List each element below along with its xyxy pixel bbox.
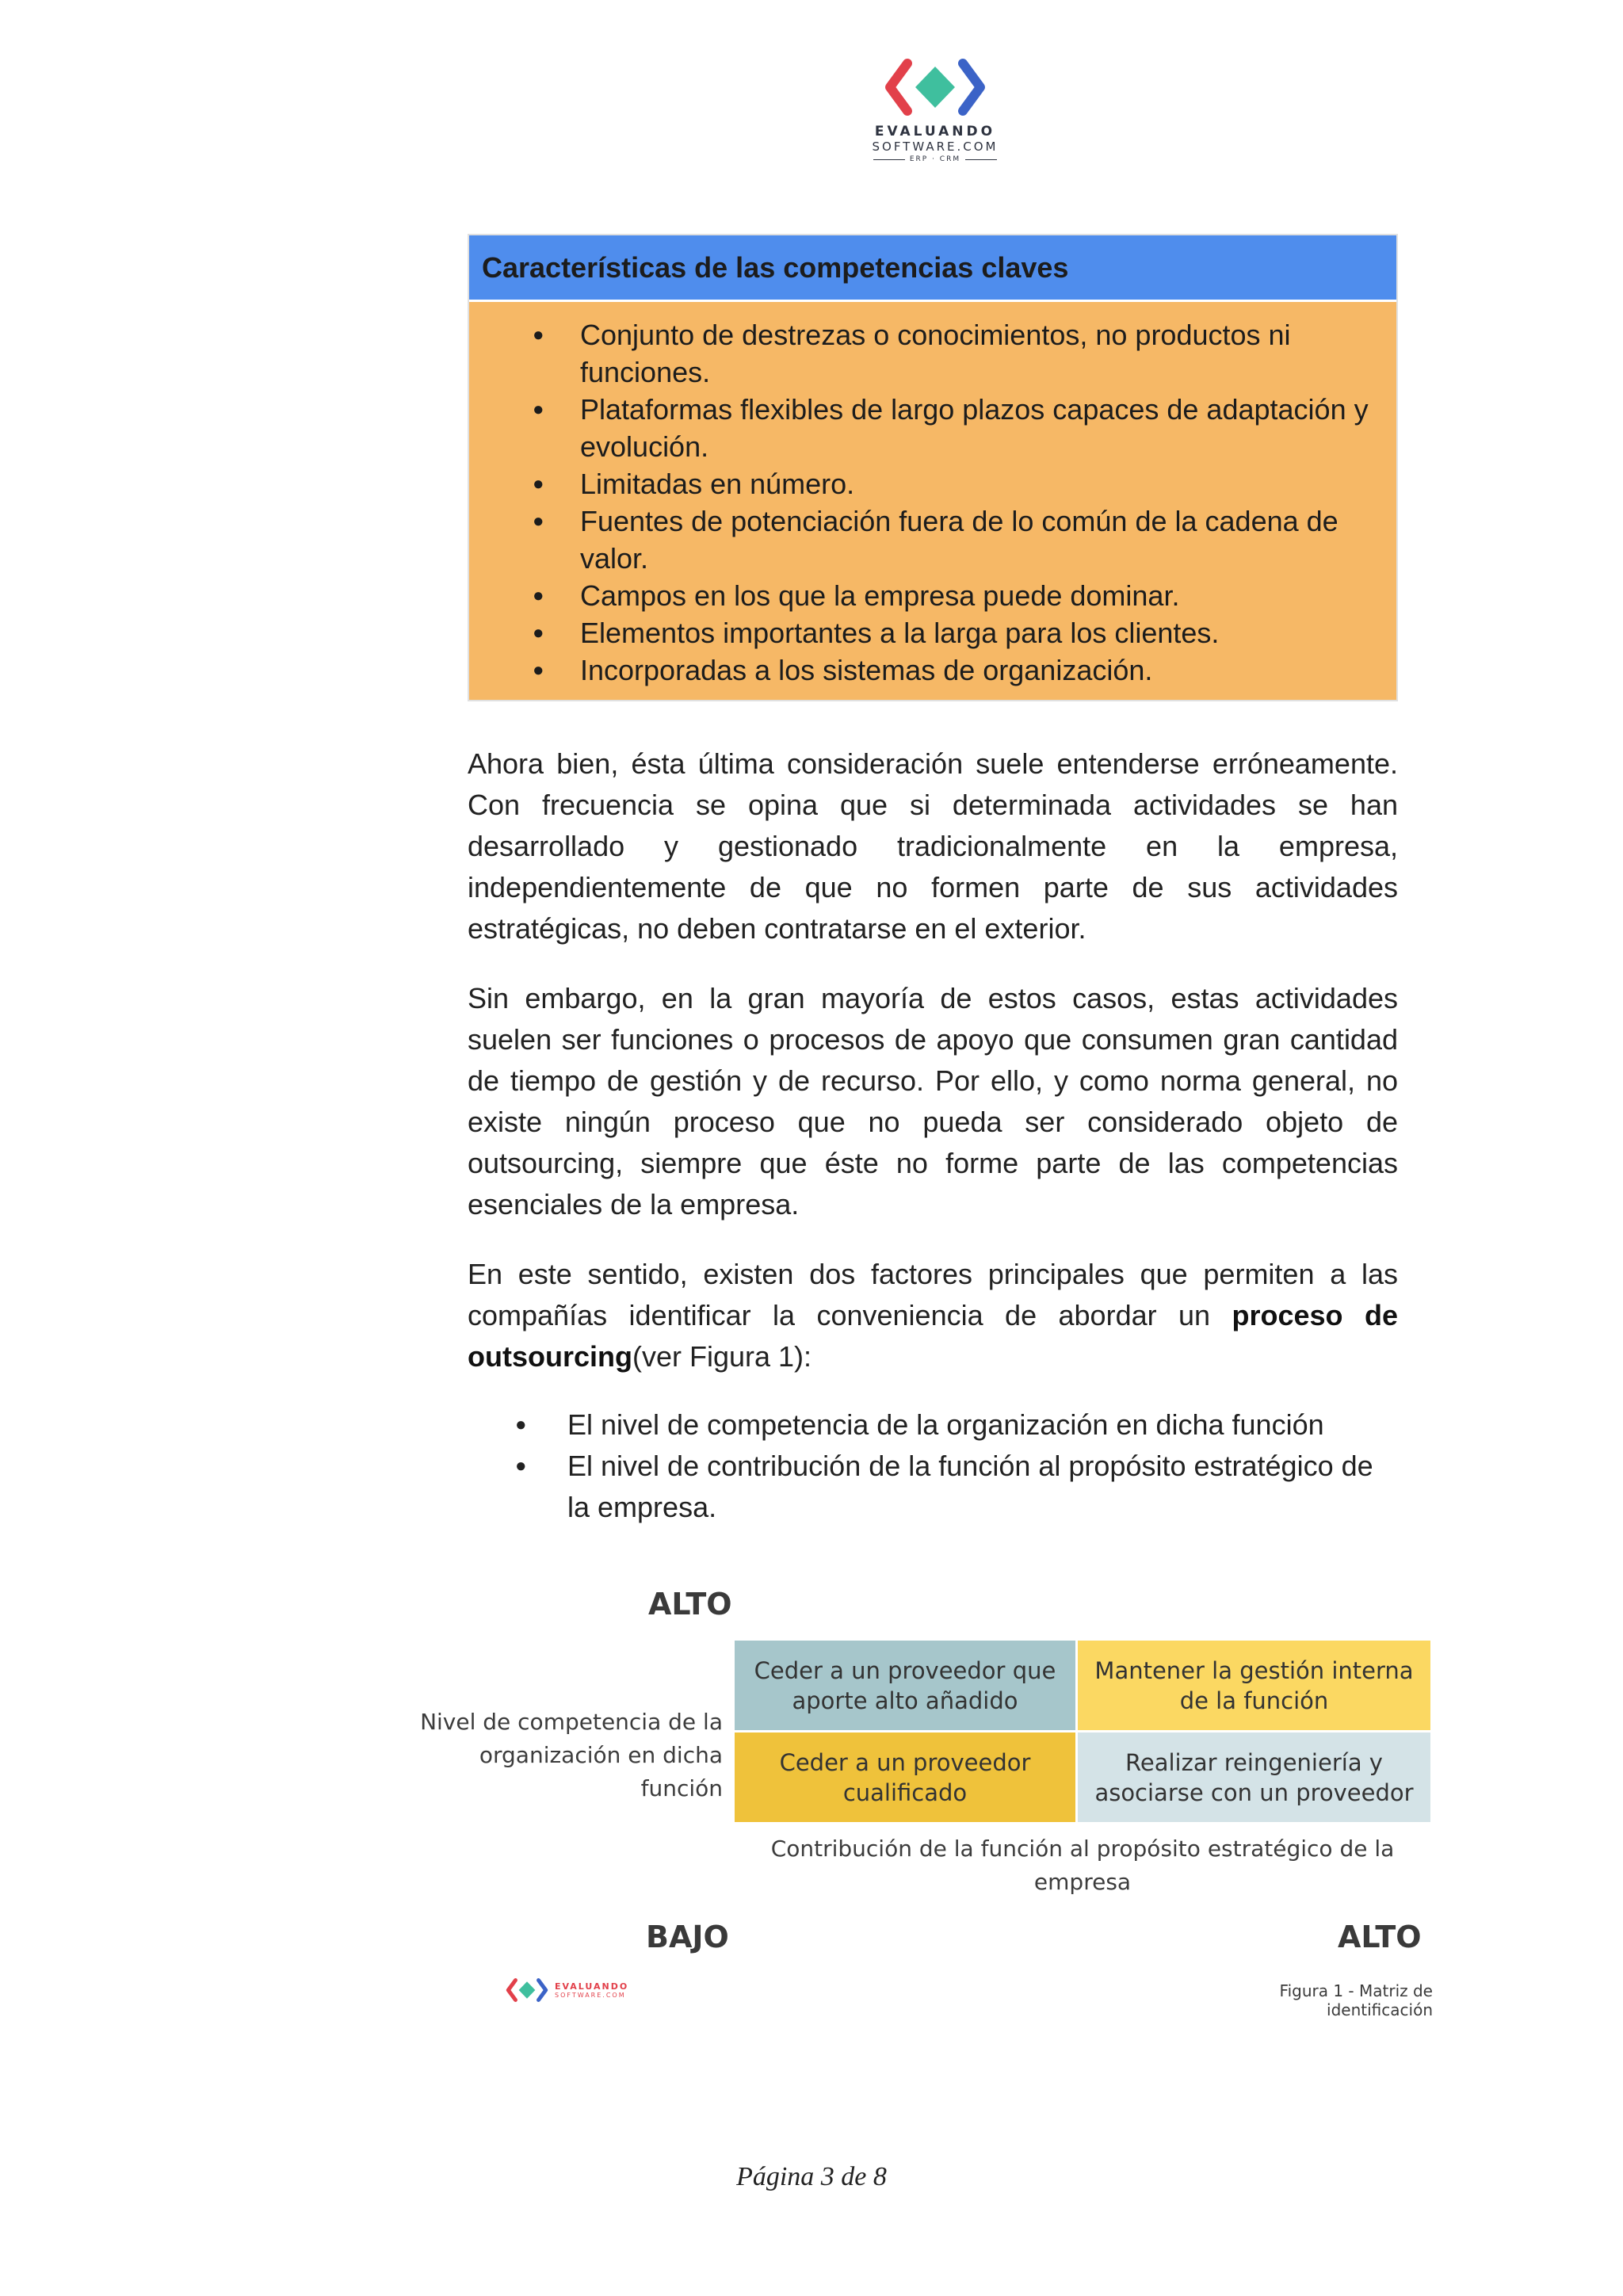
paragraph-3 — [468, 1254, 1398, 1377]
matrix-cell-bottom-right: Realizar reingeniería y asociarse con un proveedor — [1078, 1733, 1430, 1822]
figure-logo-brand: EVALUANDO — [555, 1981, 629, 1992]
y-axis-label — [396, 1706, 723, 1805]
x-axis-label-line1: Contribución de la función al propósito estratégico de la — [770, 1836, 1395, 1862]
logo-sub-text: SOFTWARE.COM — [872, 139, 999, 154]
list-item: ● Campos en los que la empresa puede dominar. — [533, 577, 1373, 614]
table-header: Características de las competencias claves — [469, 235, 1396, 302]
page-number: Página 3 de 8 — [736, 2162, 887, 2191]
y-axis-label-line1: Nivel de competencia de la — [420, 1709, 723, 1735]
list-item: ● Fuentes de potenciación fuera de lo común de la cadena de valor. — [533, 502, 1373, 577]
list-item: ● Conjunto de destrezas o conocimientos, no productos ni funciones. — [533, 316, 1373, 391]
logo-tagline — [872, 155, 999, 163]
y-axis-label-line2: organización en dicha función — [479, 1742, 723, 1801]
competencies-table — [468, 234, 1398, 701]
paragraph-3-text: En este sentido, existen dos factores principales que permiten a las compañías identificar la conveniencia de abordar un — [468, 1258, 1398, 1331]
figure-logo — [506, 1977, 628, 2004]
matrix-cell-bottom-left: Ceder a un proveedor cualificado — [735, 1733, 1075, 1822]
logo-brand-text: EVALUANDO — [874, 124, 996, 139]
matrix-cell-top-right: Mantener la gestión interna de la función — [1078, 1641, 1430, 1730]
list-item: ● Limitadas en número. — [533, 465, 1373, 502]
paragraph-3-tail: (ver Figura 1): — [632, 1340, 812, 1373]
list-item: ● El nivel de competencia de la organización en dicha función — [515, 1404, 1398, 1446]
list-item: ● Incorporadas a los sistemas de organización. — [533, 651, 1373, 689]
paragraph-3-bold: proceso de outsourcing — [468, 1299, 1398, 1373]
list-item: ● Elementos importantes a la larga para los clientes. — [533, 614, 1373, 651]
table-list — [533, 316, 1373, 689]
x-high-label: ALTO — [1338, 1920, 1422, 1954]
paragraph-2: Sin embargo, en la gran mayoría de estos casos, estas actividades suelen ser funciones o procesos de apoyo que consumen gran cantidad de tiempo de gestión y de recurso. Por ello, y como norma general, no existe ningún proceso que no pueda ser considerado objeto de outsourcing, siempre que éste no forme parte de las competencias esenciales de la empresa. — [468, 982, 1398, 1221]
factor-list — [515, 1404, 1398, 1528]
figure-caption: Figura 1 - Matriz de identificación — [1279, 1981, 1433, 2019]
x-low-label: BAJO — [646, 1920, 729, 1954]
y-high-label: ALTO — [648, 1587, 732, 1622]
logo-mark-icon — [884, 55, 987, 119]
paragraph-1: Ahora bien, ésta última consideración suele entenderse erróneamente. Con frecuencia se opina que si determinada actividades se han desarrollado y gestionado tradicionalmente en la empresa, independientemente de que no formen parte de sus actividades estratégicas, no deben contratarse en el exterior. — [468, 747, 1398, 945]
x-axis-label-line2: empresa — [1033, 1869, 1132, 1895]
header-logo — [872, 55, 999, 163]
identification-matrix-figure — [396, 1577, 1442, 2021]
x-axis-label — [735, 1832, 1430, 1899]
figure-logo-sub: SOFTWARE.COM — [555, 1992, 626, 1999]
table-body — [469, 302, 1396, 700]
matrix-cell-top-left: Ceder a un proveedor que aporte alto añadido — [735, 1641, 1075, 1730]
logo-tag-text: ERP · CRM — [909, 155, 961, 163]
list-item: ● Plataformas flexibles de largo plazos capaces de adaptación y evolución. — [533, 391, 1373, 465]
list-item: ● El nivel de contribución de la función al propósito estratégico de la empresa. — [515, 1446, 1398, 1528]
logo-mark-icon — [506, 1977, 548, 2004]
